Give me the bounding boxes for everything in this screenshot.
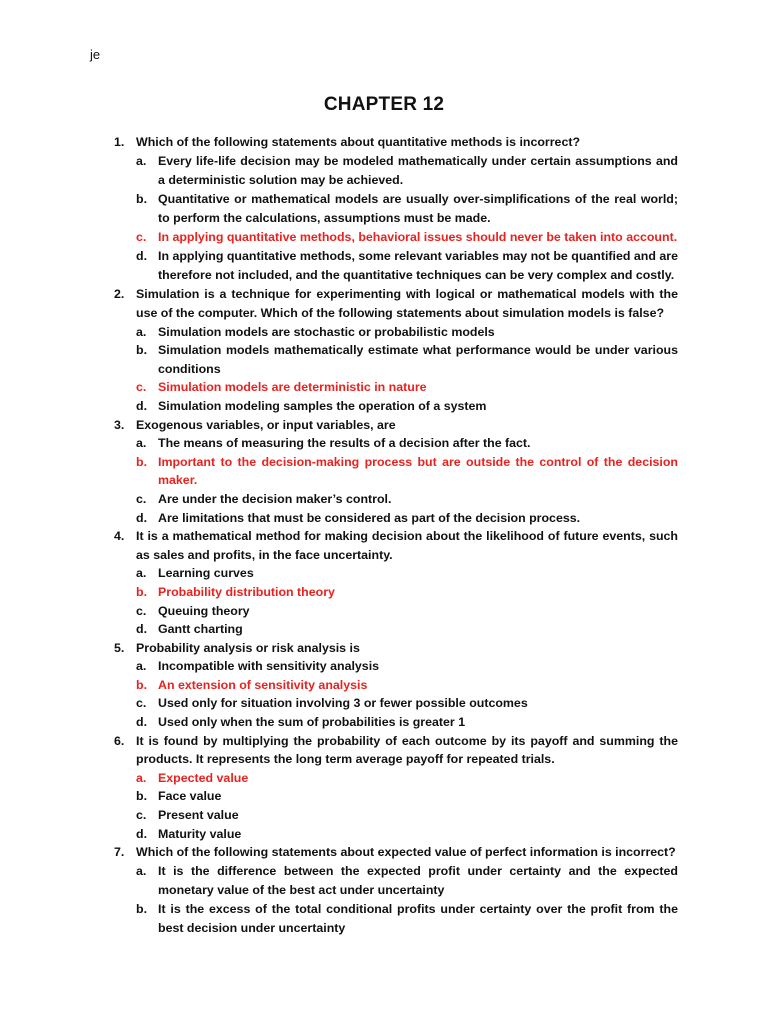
option-letter: d. — [136, 622, 148, 637]
option-text: The means of measuring the results of a decision after the fact. — [158, 436, 531, 451]
question-text — [0, 639, 768, 658]
answer-option — [0, 713, 768, 732]
option-text: Used only when the sum of probabilities is greater 1 — [158, 715, 466, 730]
answer-option-correct — [0, 676, 768, 695]
chapter-title: CHAPTER 12 — [323, 94, 445, 115]
answer-option — [0, 341, 768, 378]
answer-option — [0, 509, 768, 528]
option-text: Gantt charting — [158, 622, 243, 637]
option-letter: b. — [136, 902, 148, 917]
option-letter: c. — [136, 808, 147, 823]
answer-option — [0, 397, 768, 416]
answer-option — [0, 862, 768, 900]
option-letter: b. — [136, 454, 148, 469]
option-letter: c. — [136, 230, 147, 245]
option-letter: a. — [136, 324, 147, 339]
question-stem: It is a mathematical method for making decision about the likelihood of future events, such as sales and profits, in the face uncertainty. — [136, 529, 678, 562]
option-text: In applying quantitative methods, some relevant variables may not be quantified and are therefore not included, and the quantitative techniques can be very complex and costly. — [158, 249, 678, 283]
question-number: 4. — [114, 529, 125, 544]
question-number: 3. — [114, 417, 125, 432]
question-text — [0, 732, 768, 769]
option-text: Simulation modeling samples the operation of a system — [158, 398, 487, 413]
question-number: 7. — [114, 845, 125, 860]
option-text: It is the difference between the expected profit under certainty and the expected monetary value of the best act under uncertainty — [158, 863, 678, 898]
option-letter: a. — [136, 153, 147, 168]
answer-option — [0, 247, 768, 285]
question-stem: It is found by multiplying the probability of each outcome by its payoff and summing the products. It represents the long term average payoff for repeated trials. — [136, 733, 678, 767]
question-number: 2. — [114, 287, 125, 302]
answer-option — [0, 323, 768, 342]
answer-option — [0, 490, 768, 509]
question-text — [0, 843, 768, 862]
option-text: In applying quantitative methods, behavioral issues should never be taken into account. — [158, 230, 678, 245]
option-letter: c. — [136, 603, 147, 618]
option-text: Quantitative or mathematical models are usually over-simplifications of the real world; to perform the calculations, assumptions must be made. — [158, 192, 678, 226]
answer-option — [0, 694, 768, 713]
answer-option-correct — [0, 378, 768, 397]
answer-option — [0, 564, 768, 583]
option-text: Incompatible with sensitivity analysis — [158, 659, 380, 674]
option-letter: a. — [136, 566, 147, 581]
option-letter: c. — [136, 380, 147, 395]
option-letter: c. — [136, 696, 147, 711]
question-list — [0, 133, 768, 939]
answer-option — [0, 657, 768, 676]
option-letter: d. — [136, 715, 148, 730]
answer-option — [0, 602, 768, 621]
option-text: Simulation models mathematically estimate what performance would be under various conditions — [158, 343, 678, 376]
answer-option — [0, 620, 768, 639]
option-letter: a. — [136, 863, 147, 878]
answer-option — [0, 806, 768, 825]
question-stem: Exogenous variables, or input variables, are — [136, 417, 396, 432]
answer-option — [0, 900, 768, 938]
option-letter: a. — [136, 770, 147, 785]
option-letter: d. — [136, 398, 148, 413]
option-text: Face value — [158, 789, 222, 804]
header-initials: je — [90, 47, 101, 62]
option-text: Used only for situation involving 3 or fewer possible outcomes — [158, 696, 528, 711]
option-letter: d. — [136, 826, 148, 841]
option-text: Expected value — [158, 770, 249, 785]
question-text — [0, 285, 768, 322]
option-letter: c. — [136, 491, 147, 506]
option-text: Are limitations that must be considered as part of the decision process. — [158, 510, 581, 525]
question-number: 6. — [114, 733, 125, 748]
question-text — [0, 527, 768, 564]
option-letter: b. — [136, 192, 148, 206]
option-text: Important to the decision-making process but are outside the control of the decision maker. — [158, 454, 678, 488]
option-text: Present value — [158, 808, 239, 823]
answer-option-correct — [0, 228, 768, 247]
question-stem: Which of the following statements about expected value of perfect information is incorrect? — [136, 845, 676, 860]
option-letter: b. — [136, 789, 148, 804]
answer-option — [0, 152, 768, 190]
option-text: Queuing theory — [158, 603, 250, 618]
option-letter: b. — [136, 677, 148, 692]
question-stem: Probability analysis or risk analysis is — [136, 640, 360, 655]
option-letter: b. — [136, 343, 148, 358]
option-text: Probability distribution theory — [158, 584, 335, 599]
option-text: An extension of sensitivity analysis — [158, 677, 368, 692]
option-text: Every life-life decision may be modeled mathematically under certain assumptions and a deterministic solution may be achieved. — [158, 153, 678, 187]
option-text: Simulation models are deterministic in nature — [158, 380, 427, 395]
option-text: Are under the decision maker’s control. — [158, 491, 392, 506]
question-number: 5. — [114, 640, 125, 655]
question-text — [0, 416, 768, 435]
question-stem: Which of the following statements about quantitative methods is incorrect? — [136, 135, 581, 149]
option-letter: b. — [136, 584, 148, 599]
answer-option — [0, 434, 768, 453]
question-stem: Simulation is a technique for experimenting with logical or mathematical models with the use of the computer. Which of the following statements about simulation models is false? — [136, 287, 678, 320]
question-text — [0, 133, 768, 152]
answer-option — [0, 787, 768, 806]
answer-option — [0, 190, 768, 228]
option-text: Learning curves — [158, 566, 254, 581]
option-letter: a. — [136, 659, 147, 674]
answer-option-correct — [0, 453, 768, 490]
answer-option-correct — [0, 583, 768, 602]
option-letter: d. — [136, 510, 148, 525]
option-text: Maturity value — [158, 826, 242, 841]
option-letter: a. — [136, 436, 147, 451]
question-number: 1. — [114, 135, 125, 149]
option-text: It is the excess of the total conditional profits under certainty over the profit from the best decision under uncertainty — [158, 902, 678, 936]
answer-option — [0, 825, 768, 844]
option-text: Simulation models are stochastic or probabilistic models — [158, 324, 495, 339]
option-letter: d. — [136, 249, 148, 263]
answer-option-correct — [0, 769, 768, 788]
